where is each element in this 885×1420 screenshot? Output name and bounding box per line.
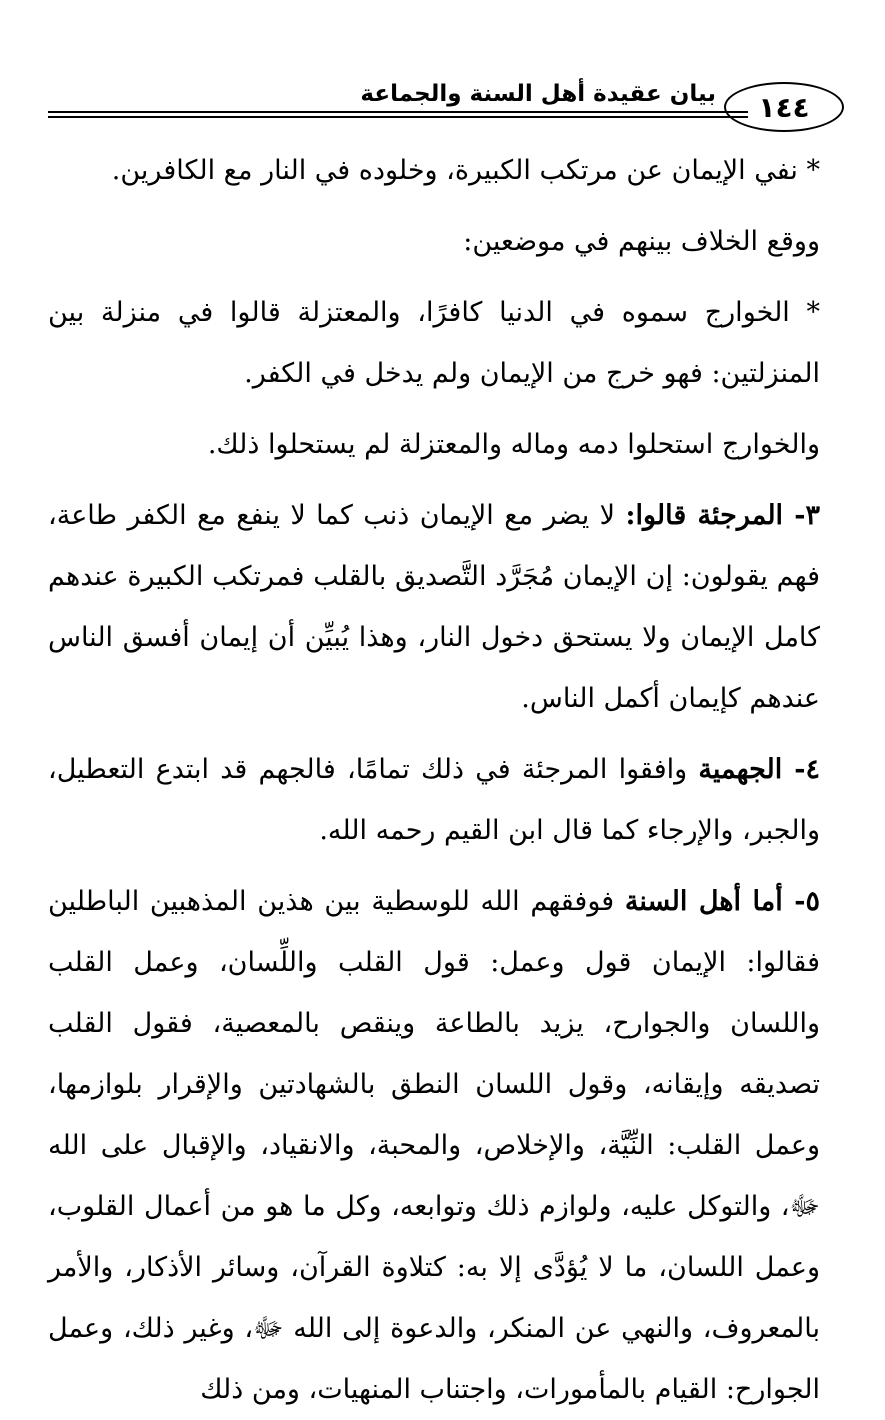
paragraph-lead: ٤- الجهمية [698,754,820,785]
paragraph-text: وافقوا المرجئة في ذلك تمامًا، فالجهم قد ابتدع التعطيل، والجبر، والإرجاء كما قال ابن القيم رحمه الله. [48,754,820,846]
paragraph-text: * الخوارج سموه في الدنيا كافرًا، والمعتزلة قالوا في منزلة بين المنزلتين: فهو خرج من الإيمان ولم يدخل في الكفر. [48,297,820,389]
paragraph-text: * نفي الإيمان عن مرتكب الكبيرة، وخلوده في النار مع الكافرين. [111,155,820,186]
header-rule-bottom [48,116,748,118]
paragraph-2 [48,211,820,272]
paragraph-6 [48,739,820,861]
header-rule-top [48,111,748,113]
paragraph-lead: ٣- المرجئة قالوا: [625,500,820,531]
page-header [44,78,844,138]
page-number: ١٤٤ [758,90,810,124]
paragraph-lead: ٥- أما أهل السنة [624,886,820,917]
paragraph-1 [48,140,820,201]
paragraph-7 [48,871,820,1420]
paragraph-5 [48,485,820,729]
running-title: بيان عقيدة أهل السنة والجماعة [360,81,716,107]
page-number-oval [724,82,844,132]
paragraph-3 [48,282,820,404]
paragraph-text: لا يضر مع الإيمان ذنب كما لا ينفع مع الكفر طاعة، فهم يقولون: إن الإيمان مُجَرَّد التَّصديق بالقلب فمرتكب الكبيرة عندهم كامل الإيمان ولا يستحق دخول النار، وهذا يُبيِّن أن إيمان أفسق الناس عندهم كإيمان أكمل الناس. [48,500,820,714]
paragraph-text: فوفقهم الله للوسطية بين هذين المذهبين الباطلين فقالوا: الإيمان قول وعمل: قول القلب واللِّسان، وعمل القلب واللسان والجوارح، يزيد بالطاعة وينقص بالمعصية، فقول القلب تصديقه وإيقانه، وقول اللسان النطق بالشهادتين والإقرار بلوازمها، وعمل القلب: النِّيَّة، والإخلاص، والمحبة، والانقياد، والإقبال على الله ﷻ، والتوكل عليه، ولوازم ذلك وتوابعه، وكل ما هو من أعمال القلوب، وعمل اللسان، ما لا يُؤدَّى إلا به: كتلاوة القرآن، وسائر الأذكار، والأمر بالمعروف، والنهي عن المنكر، والدعوة إلى الله ﷻ، وغير ذلك، وعمل الجوارح: القيام بالمأمورات، واجتناب المنهيات، ومن ذلك [48,886,821,1405]
paragraph-4 [48,414,820,475]
paragraph-text: والخوارج استحلوا دمه وماله والمعتزلة لم يستحلوا ذلك. [207,429,820,460]
page-body [48,140,820,1420]
paragraph-text: ووقع الخلاف بينهم في موضعين: [463,226,820,257]
